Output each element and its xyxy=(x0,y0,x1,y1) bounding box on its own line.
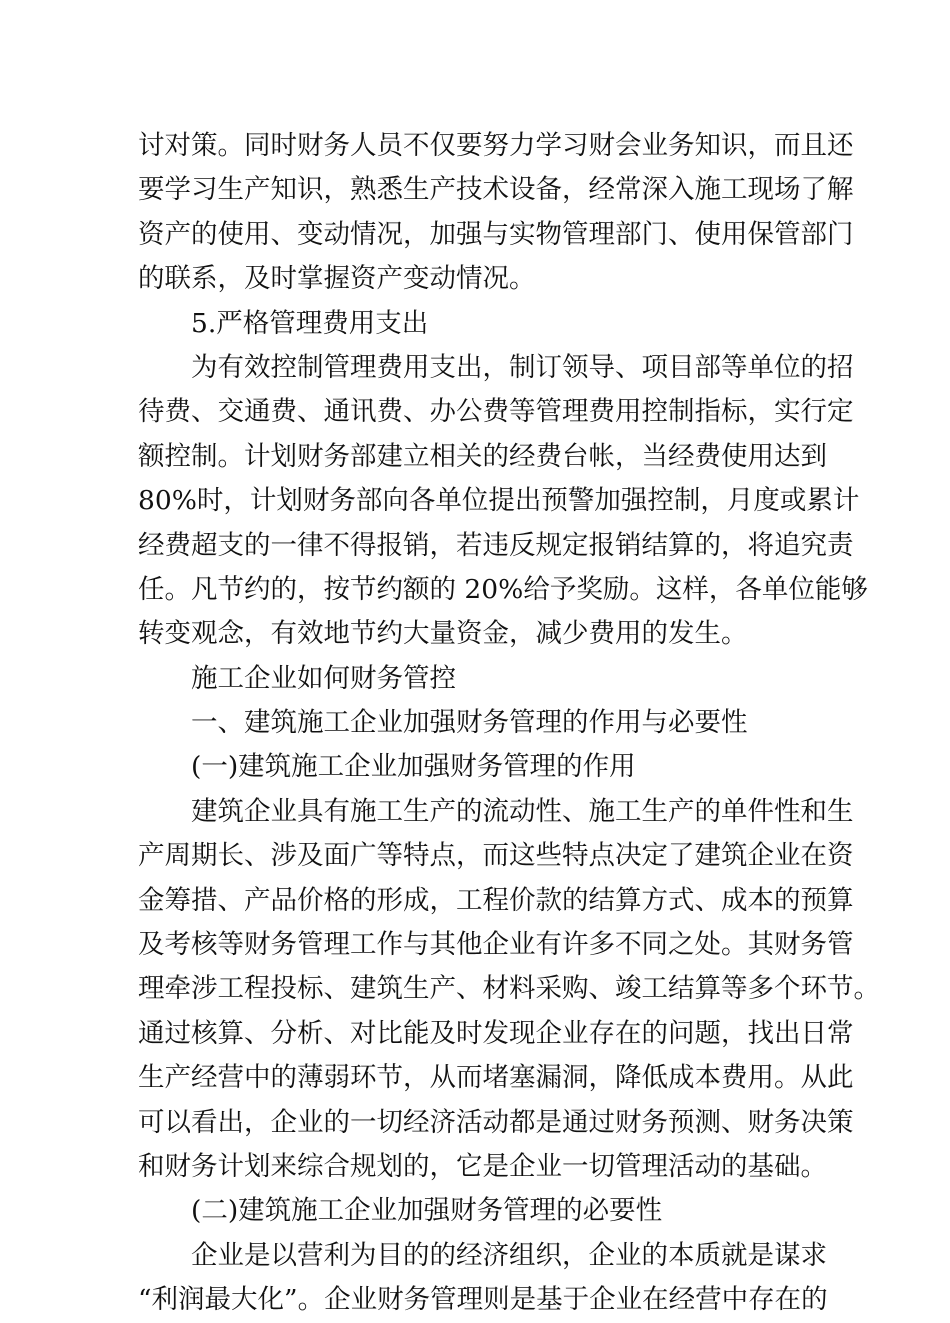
text-line: “利润最大化”。企业财务管理则是基于企业在经营中存在的 xyxy=(138,1284,828,1316)
text-line: 产周期长、涉及面广等特点，而这些特点决定了建筑企业在资 xyxy=(138,840,854,872)
text-line: 建筑企业具有施工生产的流动性、施工生产的单件性和生 xyxy=(191,795,854,827)
text-line: 和财务计划来综合规划的，它是企业一切管理活动的基础。 xyxy=(138,1150,827,1182)
text-line: 待费、交通费、通讯费、办公费等管理费用控制指标，实行定 xyxy=(138,396,854,428)
text-line: 任。凡节约的，按节约额的 20%给予奖励。这样，各单位能够 xyxy=(138,573,868,605)
text-line: 经费超支的一律不得报销，若违反规定报销结算的，将追究责 xyxy=(138,529,854,561)
text-line: (一)建筑施工企业加强财务管理的作用 xyxy=(191,751,636,783)
text-line: 一、建筑施工企业加强财务管理的作用与必要性 xyxy=(191,707,748,739)
text-line: (二)建筑施工企业加强财务管理的必要性 xyxy=(191,1195,663,1227)
text-line: 生产经营中的薄弱环节，从而堵塞漏洞，降低成本费用。从此 xyxy=(138,1062,854,1094)
text-line: 讨对策。同时财务人员不仅要努力学习财会业务知识，而且还 xyxy=(138,130,854,161)
text-line: 金筹措、产品价格的形成，工程价款的结算方式、成本的预算 xyxy=(138,884,854,916)
text-line: 企业是以营利为目的的经济组织，企业的本质就是谋求 xyxy=(191,1239,827,1271)
text-line: 可以看出，企业的一切经济活动都是通过财务预测、财务决策 xyxy=(138,1106,854,1138)
text-line: 理牵涉工程投标、建筑生产、材料采购、竣工结算等多个环节。 xyxy=(138,973,880,1005)
text-line: 及考核等财务管理工作与其他企业有许多不同之处。其财务管 xyxy=(138,929,854,961)
text-line: 转变观念，有效地节约大量资金，减少费用的发生。 xyxy=(138,618,748,650)
text-line: 的联系，及时掌握资产变动情况。 xyxy=(138,263,536,295)
text-line: 施工企业如何财务管控 xyxy=(191,662,456,694)
text-line: 资产的使用、变动情况，加强与实物管理部门、使用保管部门 xyxy=(138,218,854,250)
document-body xyxy=(138,124,880,1323)
text-line: 为有效控制管理费用支出，制订领导、项目部等单位的招 xyxy=(191,351,854,383)
text-line: 5.严格管理费用支出 xyxy=(191,307,429,339)
text-line: 80%时，计划财务部向各单位提出预警加强控制，月度或累计 xyxy=(138,485,860,517)
text-line: 额控制。计划财务部建立相关的经费台帐，当经费使用达到 xyxy=(138,440,827,472)
text-line: 通过核算、分析、对比能及时发现企业存在的问题，找出日常 xyxy=(138,1017,854,1049)
text-line: 要学习生产知识，熟悉生产技术设备，经常深入施工现场了解 xyxy=(138,174,854,206)
